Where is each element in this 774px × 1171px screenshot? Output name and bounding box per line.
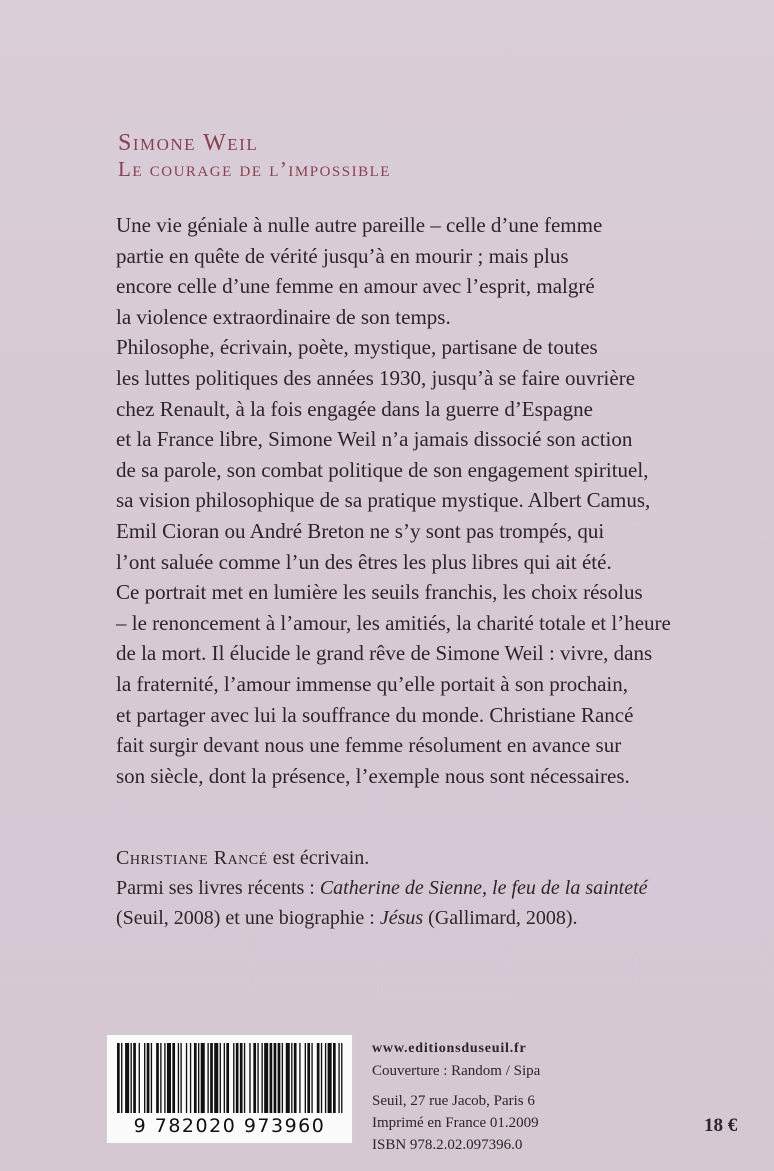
cover-credit: Couverture : Random / Sipa — [372, 1063, 541, 1079]
barcode-bar — [240, 1043, 243, 1113]
author-bio — [116, 843, 736, 933]
blurb-line: encore celle d’une femme en amour avec l’esprit, malgré — [116, 274, 595, 299]
bio-book-title-2: Jésus — [379, 907, 424, 929]
barcode-bar — [133, 1043, 136, 1113]
barcode-bar — [172, 1043, 175, 1113]
barcode-bar — [156, 1043, 159, 1113]
barcode-bar — [264, 1043, 268, 1113]
bio-line-2-prefix: Parmi ses livres récents : — [116, 877, 320, 899]
barcode-bar — [167, 1043, 171, 1113]
barcode-bar — [186, 1043, 187, 1113]
barcode-bar — [325, 1043, 326, 1113]
barcode-bar — [226, 1043, 229, 1113]
blurb-line: de sa parole, son combat politique de son engagement spirituel, — [116, 457, 649, 482]
blurb-line: Une vie géniale à nulle autre pareille – celle d’une femme — [116, 213, 603, 237]
blurb-line: partie en quête de vérité jusqu’à en mourir ; mais plus — [116, 243, 569, 268]
print-info: Imprimé en France 01.2009 — [372, 1115, 539, 1131]
barcode-bar — [286, 1043, 290, 1113]
barcode-bar — [305, 1043, 306, 1113]
barcode-bar — [151, 1043, 152, 1113]
isbn-text: ISBN 978.2.02.097396.0 — [372, 1137, 523, 1153]
barcode-bar — [178, 1043, 179, 1113]
blurb-line: la violence extraordinaire de son temps. — [116, 304, 451, 329]
blurb-line: fait surgir devant nous une femme résolument en avance sur — [116, 733, 622, 758]
barcode-bar — [121, 1043, 122, 1113]
barcode-bar — [201, 1043, 205, 1113]
barcode-bar — [278, 1043, 281, 1113]
barcode-bar — [160, 1043, 161, 1113]
barcode-bar — [321, 1043, 322, 1113]
barcode-bar — [224, 1043, 225, 1113]
back-cover-blurb — [116, 210, 716, 791]
barcode-bar — [341, 1043, 342, 1113]
barcode-bar — [333, 1043, 336, 1113]
blurb-line: de la mort. Il élucide le grand rêve de Simone Weil : vivre, dans — [116, 641, 653, 666]
bio-line-1-rest: est écrivain. — [267, 847, 370, 869]
barcode-bar — [180, 1043, 181, 1113]
barcode-bar — [257, 1043, 258, 1113]
bio-line-1 — [116, 843, 736, 873]
barcode-digits: 9 782020 973960 — [133, 1115, 326, 1137]
bio-book-title-1: Catherine de Sienne, le feu de la sainteté — [319, 877, 648, 899]
barcode-bar — [311, 1043, 312, 1113]
bio-author-name: Christiane Rancé — [116, 847, 268, 869]
barcode-bar — [244, 1043, 245, 1113]
barcode-bar — [307, 1043, 310, 1113]
blurb-line: Philosophe, écrivain, poète, mystique, partisane de toutes — [116, 335, 598, 360]
barcode-bar — [291, 1043, 292, 1113]
blurb-line: chez Renault, à la fois engagée dans la guerre d’Espagne — [116, 396, 593, 421]
bio-line-3-prefix: (Seuil, 2008) et une biographie : — [116, 907, 380, 929]
barcode-bar — [299, 1043, 300, 1113]
barcode-bar — [194, 1043, 197, 1113]
barcode-bar — [164, 1043, 165, 1113]
barcode-bar — [207, 1043, 208, 1113]
bio-line-3-suffix: (Gallimard, 2008). — [423, 907, 578, 929]
bio-line-2 — [116, 873, 736, 903]
barcode-bar — [338, 1043, 339, 1113]
barcode-bar — [274, 1043, 277, 1113]
book-author: Simone Weil — [118, 130, 259, 156]
barcode-bar — [147, 1043, 150, 1113]
blurb-line: l’ont saluée comme l’un des êtres les plus libres qui ait été. — [116, 549, 612, 574]
blurb-line: – le renoncement à l’amour, les amitiés, la charité totale et l’heure — [116, 610, 671, 635]
blurb-line: et partager avec lui la souffrance du monde. Christiane Rancé — [116, 702, 634, 727]
barcode-bar — [125, 1043, 129, 1113]
barcode-bar — [328, 1043, 332, 1113]
barcode-bar — [210, 1043, 213, 1113]
barcode-bar — [131, 1043, 132, 1113]
blurb-line: et la France libre, Simone Weil n’a jamais dissocié son action — [116, 427, 633, 452]
blurb-line: sa vision philosophique de sa pratique mystique. Albert Camus, — [116, 488, 651, 513]
blurb-line: Emil Cioran ou André Breton ne s’y sont pas trompés, qui — [116, 518, 605, 543]
barcode-bar — [198, 1043, 199, 1113]
barcode-bar — [233, 1043, 234, 1113]
isbn-barcode — [106, 1034, 353, 1144]
barcode-bar — [317, 1043, 320, 1113]
barcode-bar — [190, 1043, 191, 1113]
barcode-bar — [282, 1043, 283, 1113]
price: 18 € — [704, 1115, 738, 1136]
barcode-bar — [117, 1043, 120, 1113]
blurb-line: la fraternité, l’amour immense qu’elle portait à son prochain, — [116, 671, 628, 696]
book-subtitle: Le courage de l’impossible — [118, 157, 391, 181]
publisher-info — [372, 1038, 540, 1156]
title-block — [118, 130, 391, 182]
barcode-bar — [249, 1043, 250, 1113]
bio-line-3 — [116, 903, 736, 933]
barcode-bar — [236, 1043, 239, 1113]
publisher-address: Seuil, 27 rue Jacob, Paris 6 — [372, 1093, 535, 1109]
barcode-bar — [220, 1043, 221, 1113]
barcode-bar — [294, 1043, 297, 1113]
blurb-line: les luttes politiques des années 1930, jusqu’à se faire ouvrière — [116, 365, 636, 390]
barcode-bar — [261, 1043, 262, 1113]
barcode-bar — [253, 1043, 256, 1113]
barcode-bars — [113, 1043, 346, 1115]
blurb-line: son siècle, dont la présence, l’exemple nous sont nécessaires. — [116, 763, 630, 788]
publisher-url: www.editionsduseuil.fr — [372, 1041, 527, 1056]
barcode-bar — [270, 1043, 273, 1113]
blurb-line: Ce portrait met en lumière les seuils franchis, les choix résolus — [116, 580, 643, 605]
barcode-bar — [144, 1043, 145, 1113]
barcode-bar — [214, 1043, 218, 1113]
barcode-bar — [139, 1043, 140, 1113]
